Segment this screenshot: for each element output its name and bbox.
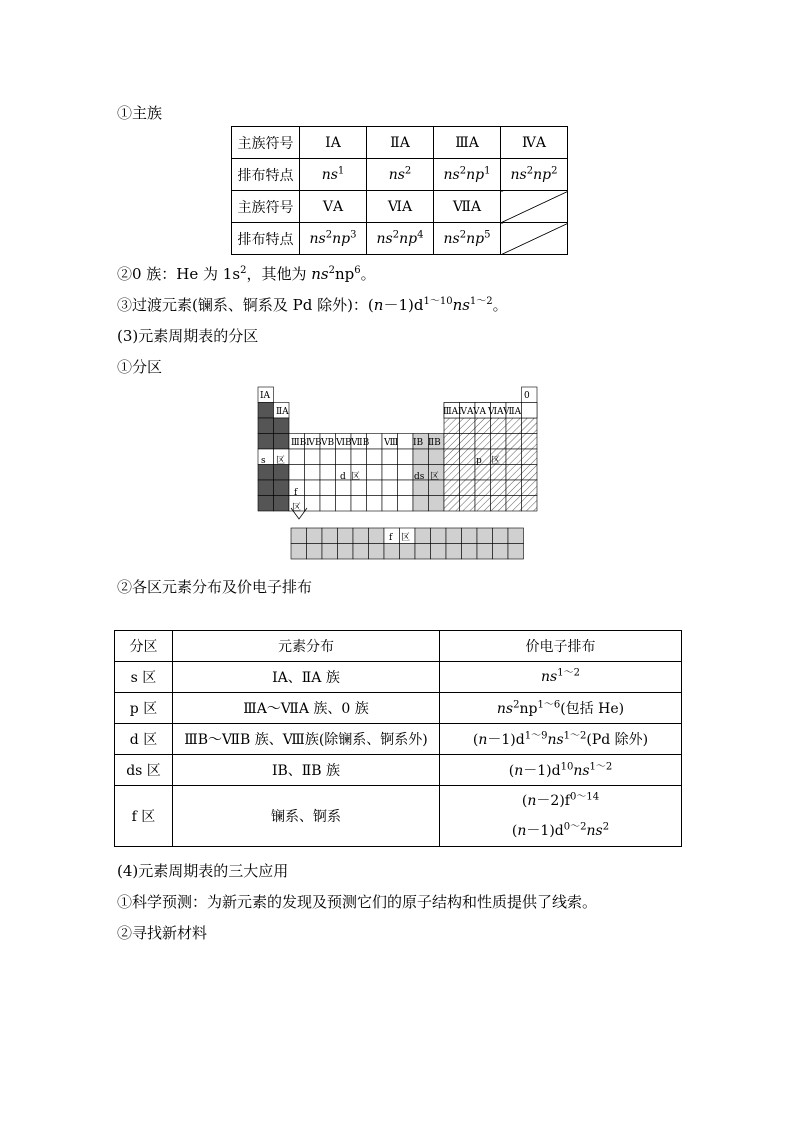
element-cell xyxy=(413,449,429,465)
element-cell xyxy=(351,496,367,512)
element-cell xyxy=(274,434,290,450)
f-block-cell xyxy=(508,528,524,544)
zones-table xyxy=(114,630,682,847)
cell: ⅦA xyxy=(434,191,501,223)
element-cell xyxy=(460,465,476,481)
zones-dist-title: ②各区元素分布及价电子排布 xyxy=(117,578,313,596)
element-cell xyxy=(305,465,321,481)
element-cell xyxy=(382,449,398,465)
element-cell xyxy=(258,480,274,496)
dist-cell: ⅢB～ⅦB 族、Ⅷ族(除镧系、锕系外) xyxy=(173,724,440,755)
group-label: ⅦB xyxy=(351,438,370,448)
group-label: ⅣB xyxy=(306,438,322,448)
zone-cell: ds 区 xyxy=(115,755,173,786)
element-cell xyxy=(475,418,491,434)
f-block-cell xyxy=(462,528,478,544)
element-cell xyxy=(258,465,274,481)
element-cell xyxy=(274,418,290,434)
element-cell xyxy=(367,480,383,496)
element-cell xyxy=(522,480,538,496)
element-cell xyxy=(382,465,398,481)
f-block-cell xyxy=(508,544,524,560)
application-2: ②寻找新材料 xyxy=(117,924,208,942)
f-block-cell xyxy=(431,528,447,544)
zone-label: 区 xyxy=(292,503,302,513)
group-label: ⅡA xyxy=(276,407,289,417)
f-block-cell xyxy=(415,528,431,544)
element-cell xyxy=(351,449,367,465)
zone-label: d xyxy=(340,472,346,482)
f-block-cell xyxy=(307,544,323,560)
element-cell xyxy=(351,480,367,496)
f-block-cell xyxy=(477,544,493,560)
cell: ⅤA xyxy=(300,191,367,223)
element-cell xyxy=(491,434,507,450)
f-block-cell xyxy=(322,528,338,544)
element-cell xyxy=(398,465,414,481)
element-cell xyxy=(398,434,414,450)
element-cell xyxy=(367,496,383,512)
cell: ⅥA xyxy=(367,191,434,223)
group-label: ⅢB xyxy=(291,438,307,448)
element-cell xyxy=(274,480,290,496)
group-label: ⅠA xyxy=(260,391,271,401)
f-block-cell xyxy=(400,544,416,560)
f-block-cell xyxy=(353,528,369,544)
element-cell xyxy=(274,496,290,512)
group-label: ⅡB xyxy=(428,438,441,448)
f-block-cell xyxy=(307,528,323,544)
element-cell xyxy=(336,496,352,512)
dist-cell: ⅠA、ⅡA 族 xyxy=(173,662,440,693)
f-block-cell xyxy=(462,544,478,560)
f-block-cell xyxy=(493,544,509,560)
element-cell xyxy=(491,418,507,434)
element-cell xyxy=(258,496,274,512)
element-cell xyxy=(289,449,305,465)
zone-label: p xyxy=(476,456,482,466)
zones-heading: (3)元素周期表的分区 xyxy=(117,327,259,345)
application-1: ①科学预测：为新元素的发现及预测它们的原子结构和性质提供了线索。 xyxy=(117,893,598,911)
header-cell: 价电子排布 xyxy=(440,631,682,662)
config-cell: $ns^{1\sim 2}$ xyxy=(440,662,682,693)
zone-label: 区 xyxy=(401,533,411,543)
element-cell xyxy=(429,480,445,496)
element-cell xyxy=(429,496,445,512)
cell: 主族符号 xyxy=(232,191,300,223)
cell: $ns^2np^4$ xyxy=(367,223,434,255)
zone-label: s xyxy=(261,456,266,466)
cell: 排布特点 xyxy=(232,223,300,255)
element-cell xyxy=(444,434,460,450)
cell: $ns^1$ xyxy=(300,159,367,191)
dist-cell: ⅢA～ⅦA 族、0 族 xyxy=(173,693,440,724)
element-cell xyxy=(460,496,476,512)
f-block-cell xyxy=(338,528,354,544)
cell: $ns^2np^3$ xyxy=(300,223,367,255)
cell: $ns^2$ xyxy=(367,159,434,191)
f-block-cell xyxy=(384,544,400,560)
group-label: ⅦA xyxy=(503,407,522,417)
f-block-cell xyxy=(493,528,509,544)
element-cell xyxy=(475,434,491,450)
empty-diagonal-cell xyxy=(501,191,568,223)
element-cell xyxy=(506,418,522,434)
f-block-cell xyxy=(477,528,493,544)
cell: $ns^2np^2$ xyxy=(501,159,568,191)
cell: ⅡA xyxy=(367,127,434,159)
group-label: ⅠB xyxy=(413,438,424,448)
cell: ⅠA xyxy=(300,127,367,159)
header-cell: 分区 xyxy=(115,631,173,662)
element-cell xyxy=(522,449,538,465)
group-label: ⅤB xyxy=(321,438,335,448)
zone-label: 区 xyxy=(351,472,361,482)
element-cell xyxy=(274,465,290,481)
element-cell xyxy=(367,449,383,465)
empty-diagonal-cell xyxy=(501,223,568,255)
element-cell xyxy=(444,465,460,481)
zone-label: f xyxy=(294,488,298,498)
zone-cell: d 区 xyxy=(115,724,173,755)
element-cell xyxy=(522,465,538,481)
f-block-cell xyxy=(322,544,338,560)
dist-cell: 镧系、锕系 xyxy=(173,786,440,847)
f-block-cell xyxy=(369,544,385,560)
element-cell xyxy=(506,496,522,512)
group-label: Ⅷ xyxy=(384,438,399,448)
config-cell: $ns^2np^{1\sim 6}$(包括 He) xyxy=(440,693,682,724)
zone-cell: p 区 xyxy=(115,693,173,724)
element-cell xyxy=(460,449,476,465)
cell: ⅢA xyxy=(434,127,501,159)
element-cell xyxy=(506,480,522,496)
element-cell xyxy=(522,434,538,450)
group-label: ⅥA xyxy=(488,407,504,417)
element-cell xyxy=(460,434,476,450)
element-cell xyxy=(305,449,321,465)
header-cell: 元素分布 xyxy=(173,631,440,662)
element-cell xyxy=(336,480,352,496)
element-cell xyxy=(506,434,522,450)
element-cell xyxy=(522,496,538,512)
element-cell xyxy=(506,465,522,481)
group-label: ⅤA xyxy=(473,407,486,417)
element-cell xyxy=(460,418,476,434)
element-cell xyxy=(258,434,274,450)
element-cell xyxy=(320,449,336,465)
element-cell xyxy=(460,480,476,496)
element-cell xyxy=(382,496,398,512)
element-cell xyxy=(475,480,491,496)
cell: 排布特点 xyxy=(232,159,300,191)
transition-line: ③过渡元素(镧系、锕系及 Pd 除外)：$(n-1)d^{1\sim 10}ns^{1\sim 2}$。 xyxy=(117,296,508,314)
f-block-cell xyxy=(353,544,369,560)
element-cell xyxy=(398,480,414,496)
element-cell xyxy=(367,465,383,481)
zone-label: 区 xyxy=(276,456,286,466)
element-cell xyxy=(475,496,491,512)
applications-heading: (4)元素周期表的三大应用 xyxy=(117,862,289,880)
group-label: ⅢA xyxy=(443,407,459,417)
element-cell xyxy=(444,480,460,496)
f-block-cell xyxy=(415,544,431,560)
f-block-cell xyxy=(431,544,447,560)
periodic-table-diagram xyxy=(256,385,546,565)
group-label: 0 xyxy=(524,391,530,401)
element-cell xyxy=(258,418,274,434)
config-cell: $(n-1)d^{1\sim 9}ns^{1\sim 2}(Pd$ 除外) xyxy=(440,724,682,755)
f-block-cell xyxy=(291,528,307,544)
element-cell xyxy=(522,403,538,419)
element-cell xyxy=(320,496,336,512)
element-cell xyxy=(413,480,429,496)
element-cell xyxy=(336,449,352,465)
cell: ⅣA xyxy=(501,127,568,159)
element-cell xyxy=(320,480,336,496)
zone-cell: s 区 xyxy=(115,662,173,693)
f-block-cell xyxy=(338,544,354,560)
element-cell xyxy=(506,449,522,465)
element-cell xyxy=(289,465,305,481)
config-cell: $(n-1)d^{10}ns^{1\sim 2}$ xyxy=(440,755,682,786)
element-cell xyxy=(491,480,507,496)
zone-label: 区 xyxy=(430,472,440,482)
cell: $ns^2np^1$ xyxy=(434,159,501,191)
element-cell xyxy=(398,449,414,465)
element-cell xyxy=(413,496,429,512)
f-block-cell xyxy=(291,544,307,560)
config-cell: $(n-2)f^{0\sim 14}$ $(n-1)d^{0\sim 2}ns^2$ xyxy=(440,786,682,847)
element-cell xyxy=(475,465,491,481)
element-cell xyxy=(444,496,460,512)
element-cell xyxy=(258,403,274,419)
cell: $ns^2np^5$ xyxy=(434,223,501,255)
element-cell xyxy=(382,480,398,496)
zone-cell: f 区 xyxy=(115,786,173,847)
zone-label: ds xyxy=(414,472,425,482)
group-label: ⅥB xyxy=(336,438,352,448)
f-block-cell xyxy=(446,544,462,560)
element-cell xyxy=(444,418,460,434)
element-cell xyxy=(398,496,414,512)
cell: 主族符号 xyxy=(232,127,300,159)
f-block-cell xyxy=(369,528,385,544)
zones-sub: ①分区 xyxy=(117,358,163,376)
element-cell xyxy=(305,480,321,496)
element-cell xyxy=(491,465,507,481)
element-cell xyxy=(429,449,445,465)
dist-cell: ⅠB、ⅡB 族 xyxy=(173,755,440,786)
element-cell xyxy=(320,465,336,481)
element-cell xyxy=(491,496,507,512)
zero-group-line: ②0 族：He 为 $1s^2$，其他为 $ns^2np^6$。 xyxy=(117,265,376,283)
main-group-title: ①主族 xyxy=(117,104,163,122)
zone-label: f xyxy=(389,533,393,543)
element-cell xyxy=(444,449,460,465)
f-block-cell xyxy=(446,528,462,544)
main-group-table xyxy=(231,126,568,255)
zone-label: 区 xyxy=(491,456,501,466)
element-cell xyxy=(522,418,538,434)
group-label: ⅣA xyxy=(458,407,474,417)
